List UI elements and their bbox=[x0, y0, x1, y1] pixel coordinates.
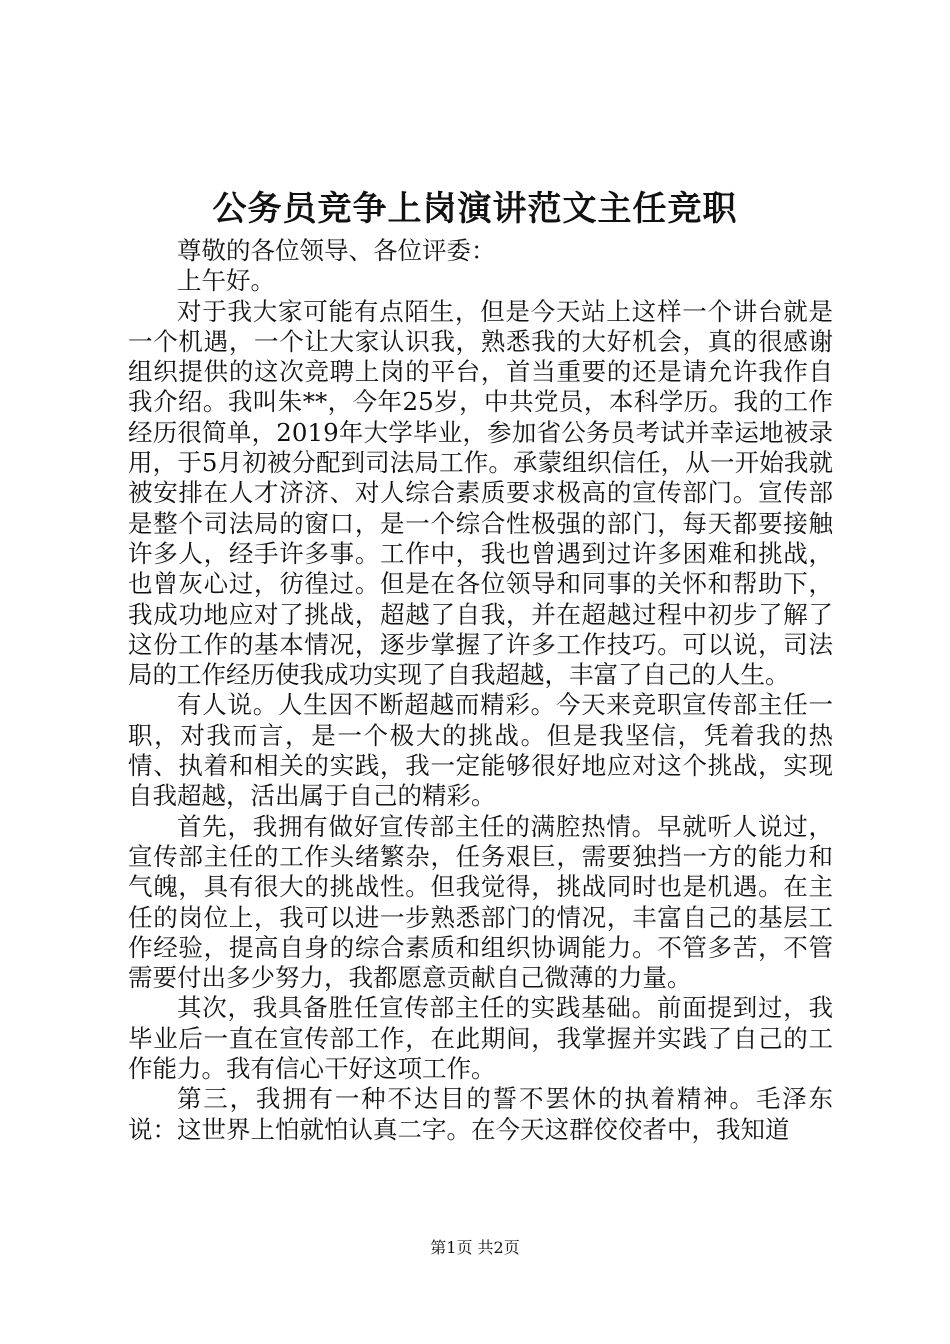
paragraph-first-point: 首先，我拥有做好宣传部主任的满腔热情。早就听人说过，宣传部主任的工作头绪繁杂，任务艰巨，需要独挡一方的能力和气魄，具有很大的挑战性。但我觉得，挑战同时也是机遇。在主任的岗位上，我可以进一步熟悉部门的情况，丰富自己的基层工作经验，提高自身的综合素质和组织协调能力。不管多苦，不管需要付出多少努力，我都愿意贡献自己微薄的力量。 bbox=[128, 811, 833, 993]
paragraph-third-point: 第三，我拥有一种不达目的誓不罢休的执着精神。毛泽东说：这世界上怕就怕认真二字。在今天这群佼佼者中，我知道 bbox=[128, 1084, 833, 1144]
salutation: 尊敬的各位领导、各位评委： bbox=[177, 236, 496, 265]
greeting: 上午好。 bbox=[177, 266, 275, 296]
paragraph-introduction: 对于我大家可能有点陌生，但是今天站上这样一个讲台就是一个机遇，一个让大家认识我，熟悉我的大好机会，真的很感谢组织提供的这次竞聘上岗的平台，首当重要的还是请允许我作自我介绍。我叫朱**，今年25岁，中共党员，本科学历。我的工作经历很简单，2019年大学毕业，参加省公务员考试并幸运地被录用，于5月初被分配到司法局工作。承蒙组织信任，从一开始我就被安排在人才济济、对人综合素质要求极高的宣传部门。宣传部是整个司法局的窗口，是一个综合性极强的部门，每天都要接触许多人，经手许多事。工作中，我也曾遇到过许多困难和挑战，也曾灰心过，彷徨过。但是在各位领导和同事的关怀和帮助下，我成功地应对了挑战，超越了自我，并在超越过程中初步了解了这份工作的基本情况，逐步掌握了许多工作技巧。可以说，司法局的工作经历使我成功实现了自我超越，丰富了自己的人生。 bbox=[128, 296, 833, 690]
paragraph-second-point: 其次，我具备胜任宣传部主任的实践基础。前面提到过，我毕业后一直在宣传部工作，在此期间，我掌握并实践了自己的工作能力。我有信心干好这项工作。 bbox=[128, 993, 833, 1084]
paragraph-challenge: 有人说。人生因不断超越而精彩。今天来竞职宣传部主任一职，对我而言，是一个极大的挑战。但是我坚信，凭着我的热情、执着和相关的实践，我一定能够很好地应对这个挑战，实现自我超越，活出属于自己的精彩。 bbox=[128, 690, 833, 811]
page-number-footer: 第1页 共2页 bbox=[430, 1238, 520, 1257]
document-title: 公务员竞争上岗演讲范文主任竞职 bbox=[212, 189, 738, 229]
document-body bbox=[128, 236, 833, 1145]
